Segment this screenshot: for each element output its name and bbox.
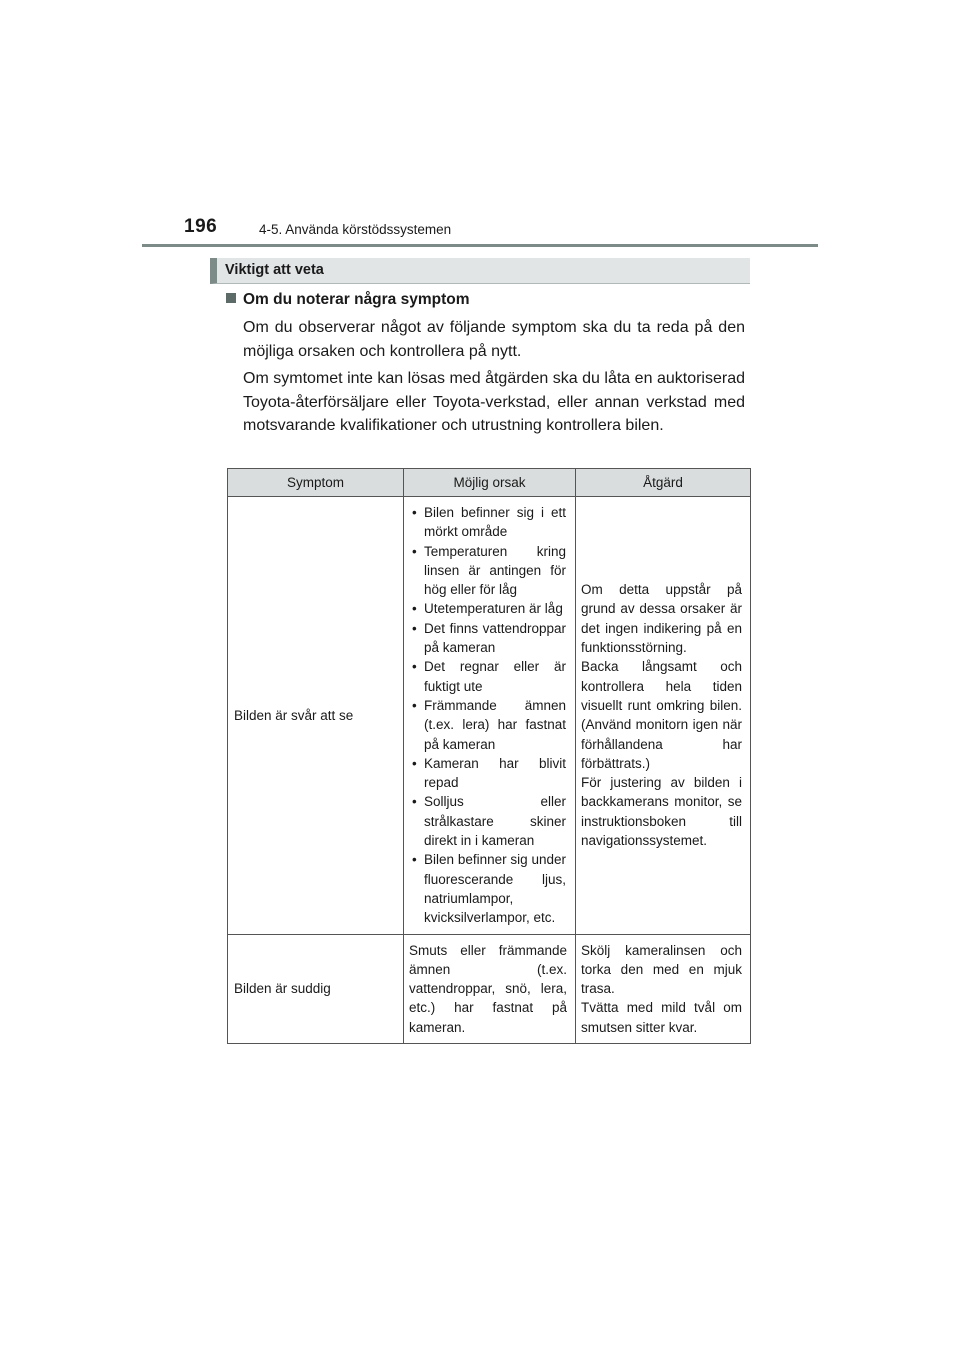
subheading (226, 291, 470, 309)
action-text: Om detta uppstår på grund av dessa orsaker är det ingen indikering på en funktionsstörning. (581, 582, 742, 656)
table-row (228, 934, 751, 1043)
intro-paragraph: Om du observerar något av följande symptom ska du ta reda på den möjliga orsaken och kontrollera på nytt. (243, 319, 745, 360)
cause-item: • Temperaturen kring linsen är antingen för hög eller för låg (410, 542, 566, 600)
cause-item: • Det regnar eller är fuktigt ute (410, 657, 566, 696)
cause-item: • Solljus eller strålkastare skiner direkt in i kameran (410, 792, 566, 850)
action-cell (576, 497, 751, 935)
column-header-symptom: Symptom (228, 469, 404, 497)
symptom-cell: Bilden är suddig (228, 934, 404, 1043)
notice-banner (210, 258, 750, 284)
cause-item: • Främmande ämnen (t.ex. lera) har fastnat på kameran (410, 696, 566, 754)
cause-cell (404, 497, 576, 935)
column-header-action: Åtgärd (576, 469, 751, 497)
cause-item: • Kameran har blivit repad (410, 754, 566, 793)
symptom-cell: Bilden är svår att se (228, 497, 404, 935)
header-divider (142, 244, 818, 247)
table-header-row (228, 469, 751, 497)
action-text: Tvätta med mild tvål om smutsen sitter kvar. (581, 1000, 742, 1035)
section-title: 4-5. Använda körstödssystemen (259, 222, 452, 237)
cause-item: • Utetemperaturen är låg (410, 599, 566, 618)
square-bullet-icon (226, 293, 236, 303)
subheading-text: Om du noterar några symptom (243, 291, 470, 308)
column-header-cause: Möjlig orsak (404, 469, 576, 497)
action-cell (576, 934, 751, 1043)
cause-item: • Det finns vattendroppar på kameran (410, 619, 566, 658)
action-text: Skölj kameralinsen och torka den med en mjuk trasa. (581, 942, 742, 997)
cause-item: • Bilen befinner sig under fluorescerande ljus, natriumlampor, kvicksilverlampor, etc. (410, 850, 566, 927)
action-text: För justering av bilden i backkamerans monitor, se instruktionsboken till navigationssystemet. (581, 775, 742, 849)
action-text: Backa långsamt och kontrollera hela tiden visuellt runt omkring bilen. (Använd monitorn igen när förhållandena har förbättrats.) (581, 659, 742, 771)
page-number: 196 (184, 216, 218, 237)
service-paragraph: Om symtomet inte kan lösas med åtgärden ska du låta en auktoriserad Toyota-återförsäljare eller Toyota-verkstad, eller annan verkstad med motsvarande kvalifikationer och utrustning kontrollera bilen. (243, 370, 745, 434)
table-row (228, 497, 751, 935)
cause-list (410, 503, 566, 928)
cause-item: • Bilen befinner sig i ett mörkt område (410, 503, 566, 542)
symptom-table (227, 468, 751, 1044)
cause-cell: Smuts eller främmande ämnen (t.ex. vattendroppar, snö, lera, etc.) har fastnat på kameran. (404, 934, 576, 1043)
notice-title: Viktigt att veta (225, 262, 324, 278)
